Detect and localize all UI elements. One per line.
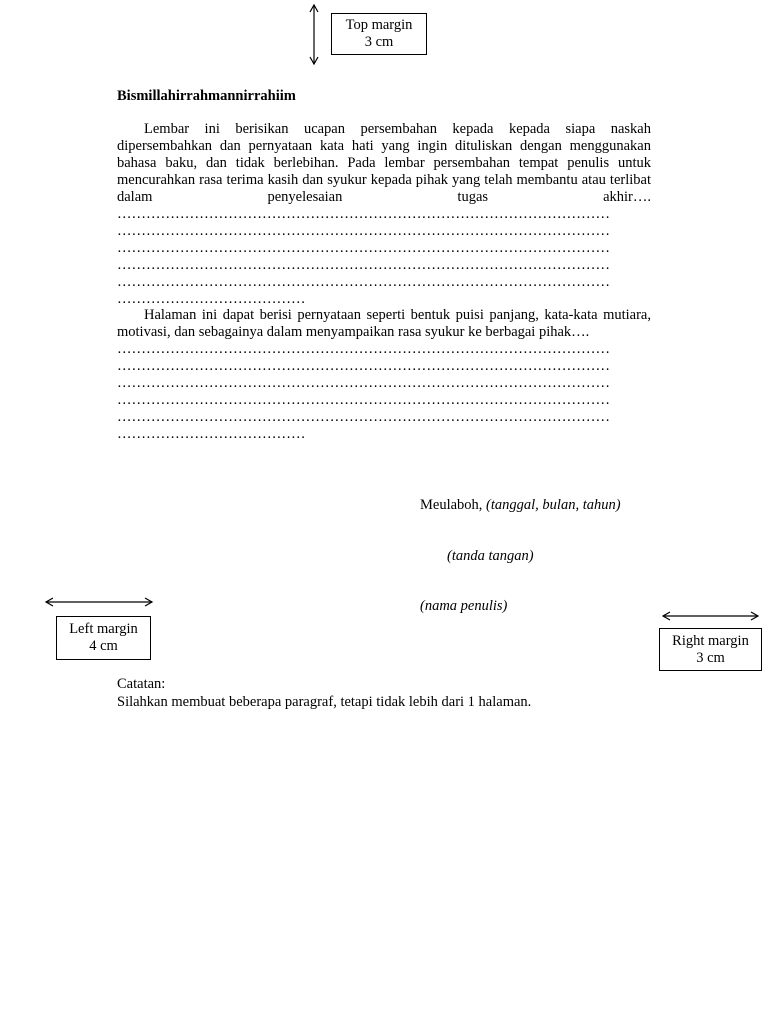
paragraph-1-text: Lembar ini berisikan ucapan persembahan kepada kepada siapa naskah dipersembahkan dan pernyataan kata hati yang ingin dituliskan dengan menggunakan bahasa baku, dan tidak berlebihan. Pada lembar persembahan tempat penulis untuk mencurahkan rasa terima kasih dan syukur kepada pihak yang telah membantu atau terlibat dalam penyelesaian tugas akhir…. xyxy=(117,121,651,205)
left-margin-value: 4 cm xyxy=(89,638,118,654)
dotted-line: ………………………………………………………………………………………… xyxy=(117,240,610,256)
top-margin-arrow xyxy=(308,4,320,66)
dotted-line: ………………………………… xyxy=(117,291,306,307)
paragraph-2-text: Halaman ini dapat berisi pernyataan seperti bentuk puisi panjang, kata-kata mutiara, motivasi, dan sebagainya dalam menyampaikan rasa syukur ke berbagai pihak…. xyxy=(117,307,651,340)
top-margin-value: 3 cm xyxy=(364,34,394,50)
dotted-line: ………………………………… xyxy=(117,426,306,442)
dotted-line: ………………………………………………………………………………………… xyxy=(117,341,610,357)
place-name: Meulaboh, xyxy=(420,497,483,513)
dotted-line: ………………………………………………………………………………………… xyxy=(117,358,610,374)
dotted-line: ………………………………………………………………………………………… xyxy=(117,375,610,391)
dotted-line: ………………………………………………………………………………………… xyxy=(117,223,610,239)
note-label: Catatan: xyxy=(117,676,166,692)
dotted-line: ………………………………………………………………………………………… xyxy=(117,206,610,222)
date-placeholder: (tanggal, bulan, tahun) xyxy=(486,497,621,513)
paragraph-1 xyxy=(117,121,651,308)
signature-placeholder: (tanda tangan) xyxy=(447,548,534,564)
place-date-line xyxy=(420,497,621,514)
left-margin-arrow xyxy=(45,596,155,608)
left-margin-box xyxy=(56,616,151,660)
top-margin-box xyxy=(331,13,427,55)
top-margin-label: Top margin xyxy=(345,17,413,33)
dotted-line: ………………………………………………………………………………………… xyxy=(117,409,610,425)
right-margin-label: Right margin xyxy=(672,633,749,649)
note xyxy=(117,675,531,711)
paragraph-2 xyxy=(117,307,651,443)
dotted-line: ………………………………………………………………………………………… xyxy=(117,274,610,290)
right-margin-value: 3 cm xyxy=(696,650,725,666)
dotted-line: ………………………………………………………………………………………… xyxy=(117,257,610,273)
writer-name-placeholder: (nama penulis) xyxy=(420,598,508,614)
page-title: Bismillahirrahmannirrahiim xyxy=(117,88,296,104)
note-text: Silahkan membuat beberapa paragraf, tetapi tidak lebih dari 1 halaman. xyxy=(117,694,532,710)
right-margin-box xyxy=(659,628,762,671)
right-margin-arrow xyxy=(662,610,760,622)
dotted-line: ………………………………………………………………………………………… xyxy=(117,392,610,408)
left-margin-label: Left margin xyxy=(69,621,138,637)
